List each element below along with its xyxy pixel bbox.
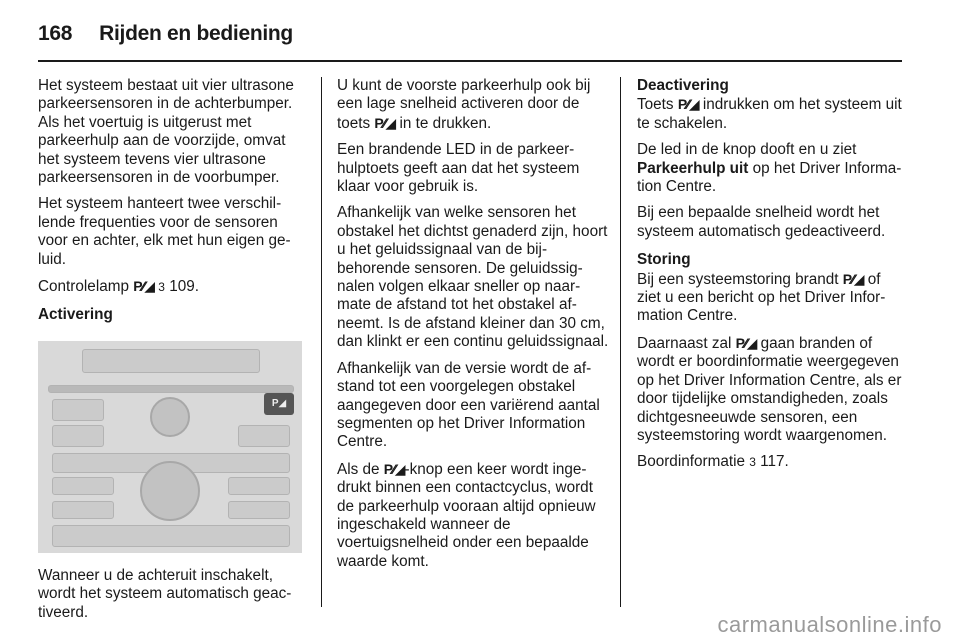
section-heading-fault: Storing <box>637 251 691 269</box>
console-button <box>228 501 290 519</box>
paragraph <box>637 95 905 133</box>
paragraph <box>337 460 609 571</box>
text: Als de <box>337 460 380 478</box>
text: indrukken om het systeem uit te schakelen. <box>637 96 902 132</box>
paragraph <box>637 141 905 196</box>
text: Bij een systeemstoring brandt <box>637 270 839 288</box>
paragraph: Afhankelijk van de versie wordt de afstand tot een voorgelegen obstakel aangegeven door een variërend aantal segmenten op het Driver Information Centre. <box>337 359 600 451</box>
text: Daarnaast zal <box>637 334 732 352</box>
paragraph <box>637 270 905 326</box>
console-button <box>228 477 290 495</box>
text: Toets <box>637 96 674 114</box>
parking-assist-icon: P⁄⁄◢ <box>735 334 757 351</box>
paragraph <box>637 453 905 471</box>
display-message-text: Parkeerhulp uit <box>637 159 749 177</box>
paragraph-warning-lamp <box>38 277 308 296</box>
console-main-dial <box>140 461 200 521</box>
paragraph: Bij een bepaalde snelheid wordt het systeem automatisch gedeactiveerd. <box>637 204 886 240</box>
column-divider <box>321 77 322 607</box>
console-button-row <box>52 525 290 547</box>
text: of ziet u een bericht op het Driver Information Centre. <box>637 270 886 325</box>
parking-assist-icon: P⁄⁄◢ <box>842 270 864 287</box>
text: U kunt de voorste parkeerhulp ook bij een lage snelheid activeren door de toets <box>337 77 591 132</box>
text: De led in de knop dooft en u ziet <box>637 141 857 159</box>
text: op het Driver Information Centre. <box>637 159 902 196</box>
parking-assist-button: P◢ <box>264 393 294 415</box>
column-2 <box>337 77 609 579</box>
console-slot <box>48 385 294 393</box>
page-ref-arrow-icon: 3 <box>158 280 165 295</box>
console-button <box>52 501 114 519</box>
text: Controlelamp <box>38 278 129 296</box>
parking-assist-icon: P⁄⁄◢ <box>383 460 405 477</box>
page-title: Rijden en bediening <box>99 22 293 45</box>
page-reference: 117. <box>760 453 789 471</box>
paragraph <box>38 195 308 269</box>
paragraph: Het systeem bestaat uit vier ultrasone parkeersensoren in de achterbumper. Als het voertuig is uitgerust met parkeerhulp aan de voorzijde, omvat het systeem tevens vier ultrasone parkeersensoren in de voorbumper. <box>38 77 294 187</box>
console-button <box>52 425 104 447</box>
paragraph <box>637 334 905 445</box>
parking-assist-icon: P⁄⁄◢ <box>133 278 155 295</box>
page-header <box>38 16 293 52</box>
paragraph: Afhankelijk van welke sensoren het obstakel het dichtst genaderd zijn, hoort u het geluidssignaal van de bijbehorende sensoren. De geluidssignalen volgen elkaar sneller op naarmate de afstand tot het obstakel afneemt. Is de afstand kleiner dan 30 cm, dan klinkt er een continu geluidssignaal. <box>337 204 609 351</box>
page-ref-arrow-icon: 3 <box>749 455 756 470</box>
console-button <box>52 477 114 495</box>
parking-assist-icon: P⁄⁄◢ <box>677 96 699 113</box>
page-reference: 109. <box>169 278 199 296</box>
text: -knop een keer wordt ingedrukt binnen een contactcyclus, wordt de parkeerhulp vooraan altijd opnieuw ingeschakeld wanneer de voertuigsnelheid onder een bepaalde waarde komt. <box>337 460 596 570</box>
column-1 <box>38 77 308 630</box>
text: in te drukken. <box>399 114 492 132</box>
column-3 <box>637 77 905 480</box>
parking-assist-icon: P⁄⁄◢ <box>374 114 396 131</box>
paragraph <box>337 77 609 133</box>
header-rule <box>38 60 902 62</box>
text: Boordinformatie <box>637 453 745 471</box>
console-button <box>52 399 104 421</box>
paragraph: Wanneer u de achteruit inschakelt, wordt het systeem automatisch geactiveerd. <box>38 566 292 621</box>
paragraph-text: Het systeem hanteert twee verschillende frequenties voor de sensoren voor en achter, elk met hun eigen geluid. <box>38 195 291 268</box>
console-button <box>238 425 290 447</box>
page-number: 168 <box>38 22 73 45</box>
column-divider <box>620 77 621 607</box>
text: gaan branden of wordt er boordinformatie weergegeven op het Driver Information Centre, als er door tijdelijke omstandigheden, zoals dichtgesneeuwde sensoren, een systeemstoring wordt waargenomen. <box>637 334 902 444</box>
console-knob <box>150 397 190 437</box>
center-console-photo <box>38 341 302 553</box>
section-heading-deactivation: Deactivering <box>637 77 729 94</box>
paragraph: Een brandende LED in de parkeerhulptoets geeft aan dat het systeem klaar voor gebruik is. <box>337 141 580 196</box>
console-top-bar <box>82 349 260 373</box>
section-heading-activation: Activering <box>38 306 113 324</box>
watermark: carmanualsonline.info <box>717 612 942 637</box>
